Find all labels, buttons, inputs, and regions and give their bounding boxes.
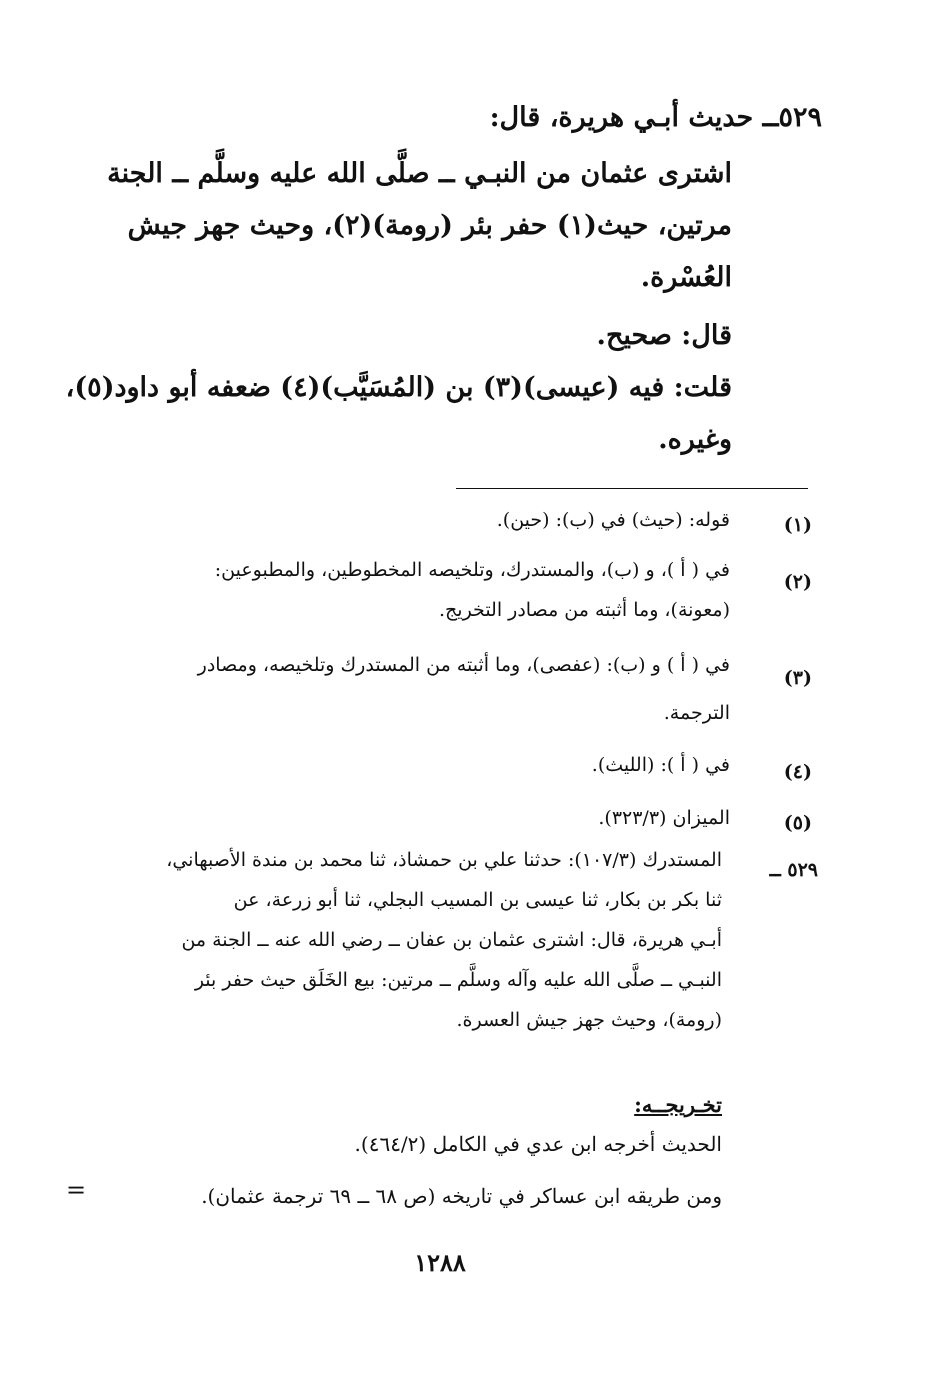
comment-line: قلت: فيه (عيسى)(٣) بن (المُسَيَّب)(٤) ضعفه أبو داود(٥)، (65, 372, 732, 403)
footnote-line: قوله: (حيث) في (ب): (حين). (496, 509, 730, 531)
mustadrak-line: ثنا بكر بن بكار، ثنا عيسى بن المسيب البجلي، ثنا أبو زرعة، عن (233, 889, 722, 911)
footnote-text (110, 550, 730, 630)
mustadrak-line: المستدرك (١٠٧/٣): حدثنا علي بن حمشاذ، ثنا محمد بن مندة الأصبهاني، (166, 849, 722, 871)
hadith-body-line: اشترى عثمان من النبـي ــ صلَّى الله عليه وسلَّم ــ الجنة (107, 158, 732, 189)
hadith-heading (122, 92, 822, 144)
footnote-number: (٤) (783, 761, 812, 783)
hadith-body (107, 148, 732, 304)
mustadrak-line: (رومة)، وحيث جهز جيش العسرة. (456, 1009, 722, 1031)
mustadrak-line: أبـي هريرة، قال: اشترى عثمان بن عفان ــ رضي الله عنه ــ الجنة من (181, 929, 722, 951)
footnote-number: (٣) (783, 667, 812, 689)
footnote-line: في ( أ )، و (ب)، والمستدرك، وتلخيصه المخطوطين، والمطبوعين: (214, 559, 730, 581)
takhrij-title: تخـريجــه: (634, 1092, 722, 1117)
page-number: ١٢٨٨ (414, 1248, 466, 1277)
footnote-line: في ( أ ) و (ب): (عفصى)، وما أثبته من المستدرك وتلخيصه، ومصادر (197, 654, 730, 676)
continuation-mark: = (66, 1176, 87, 1204)
mustadrak-number: ٥٢٩ ــ (769, 859, 818, 881)
footnote-text (110, 645, 730, 733)
ruling-line: قال: صحيح. (596, 320, 732, 351)
hadith-number: ٥٢٩ــ (762, 102, 822, 133)
footnote-text (110, 745, 730, 785)
footnote-line: (معونة)، وما أثبته من مصادر التخريج. (438, 599, 730, 621)
footnote-text (110, 798, 730, 838)
footnote-number: (٢) (783, 571, 812, 593)
takhrij-line: ومن طريقه ابن عساكر في تاريخه (ص ٦٨ ــ ٦٩ ترجمة عثمان). (201, 1184, 722, 1208)
hadith-body-line: العُسْرة. (640, 262, 732, 293)
comment-block (65, 362, 732, 466)
footnote-line: الميزان (٣٢٣/٣). (598, 807, 730, 829)
hadith-body-line: مرتين، حيث(١) حفر بئر (رومة)(٢)، وحيث جهز جيش (127, 210, 732, 241)
footnote-number: (١) (783, 514, 812, 536)
footnote-divider (456, 488, 808, 489)
footnote-line: الترجمة. (663, 702, 730, 724)
hadith-heading-text: حديث أبـي هريرة، قال: (489, 102, 754, 133)
footnote-number: (٥) (783, 812, 812, 834)
footnote-text (110, 500, 730, 540)
mustadrak-line: النبـي ــ صلَّى الله عليه وآله وسلَّم ــ مرتين: بيع الخَلَق حيث حفر بئر (194, 969, 722, 991)
comment-line: وغيره. (658, 424, 732, 455)
footnote-line: في ( أ ): (الليث). (591, 754, 730, 776)
mustadrak-text (122, 840, 722, 1040)
takhrij-line: الحديث أخرجه ابن عدي في الكامل (٤٦٤/٢). (354, 1132, 722, 1156)
